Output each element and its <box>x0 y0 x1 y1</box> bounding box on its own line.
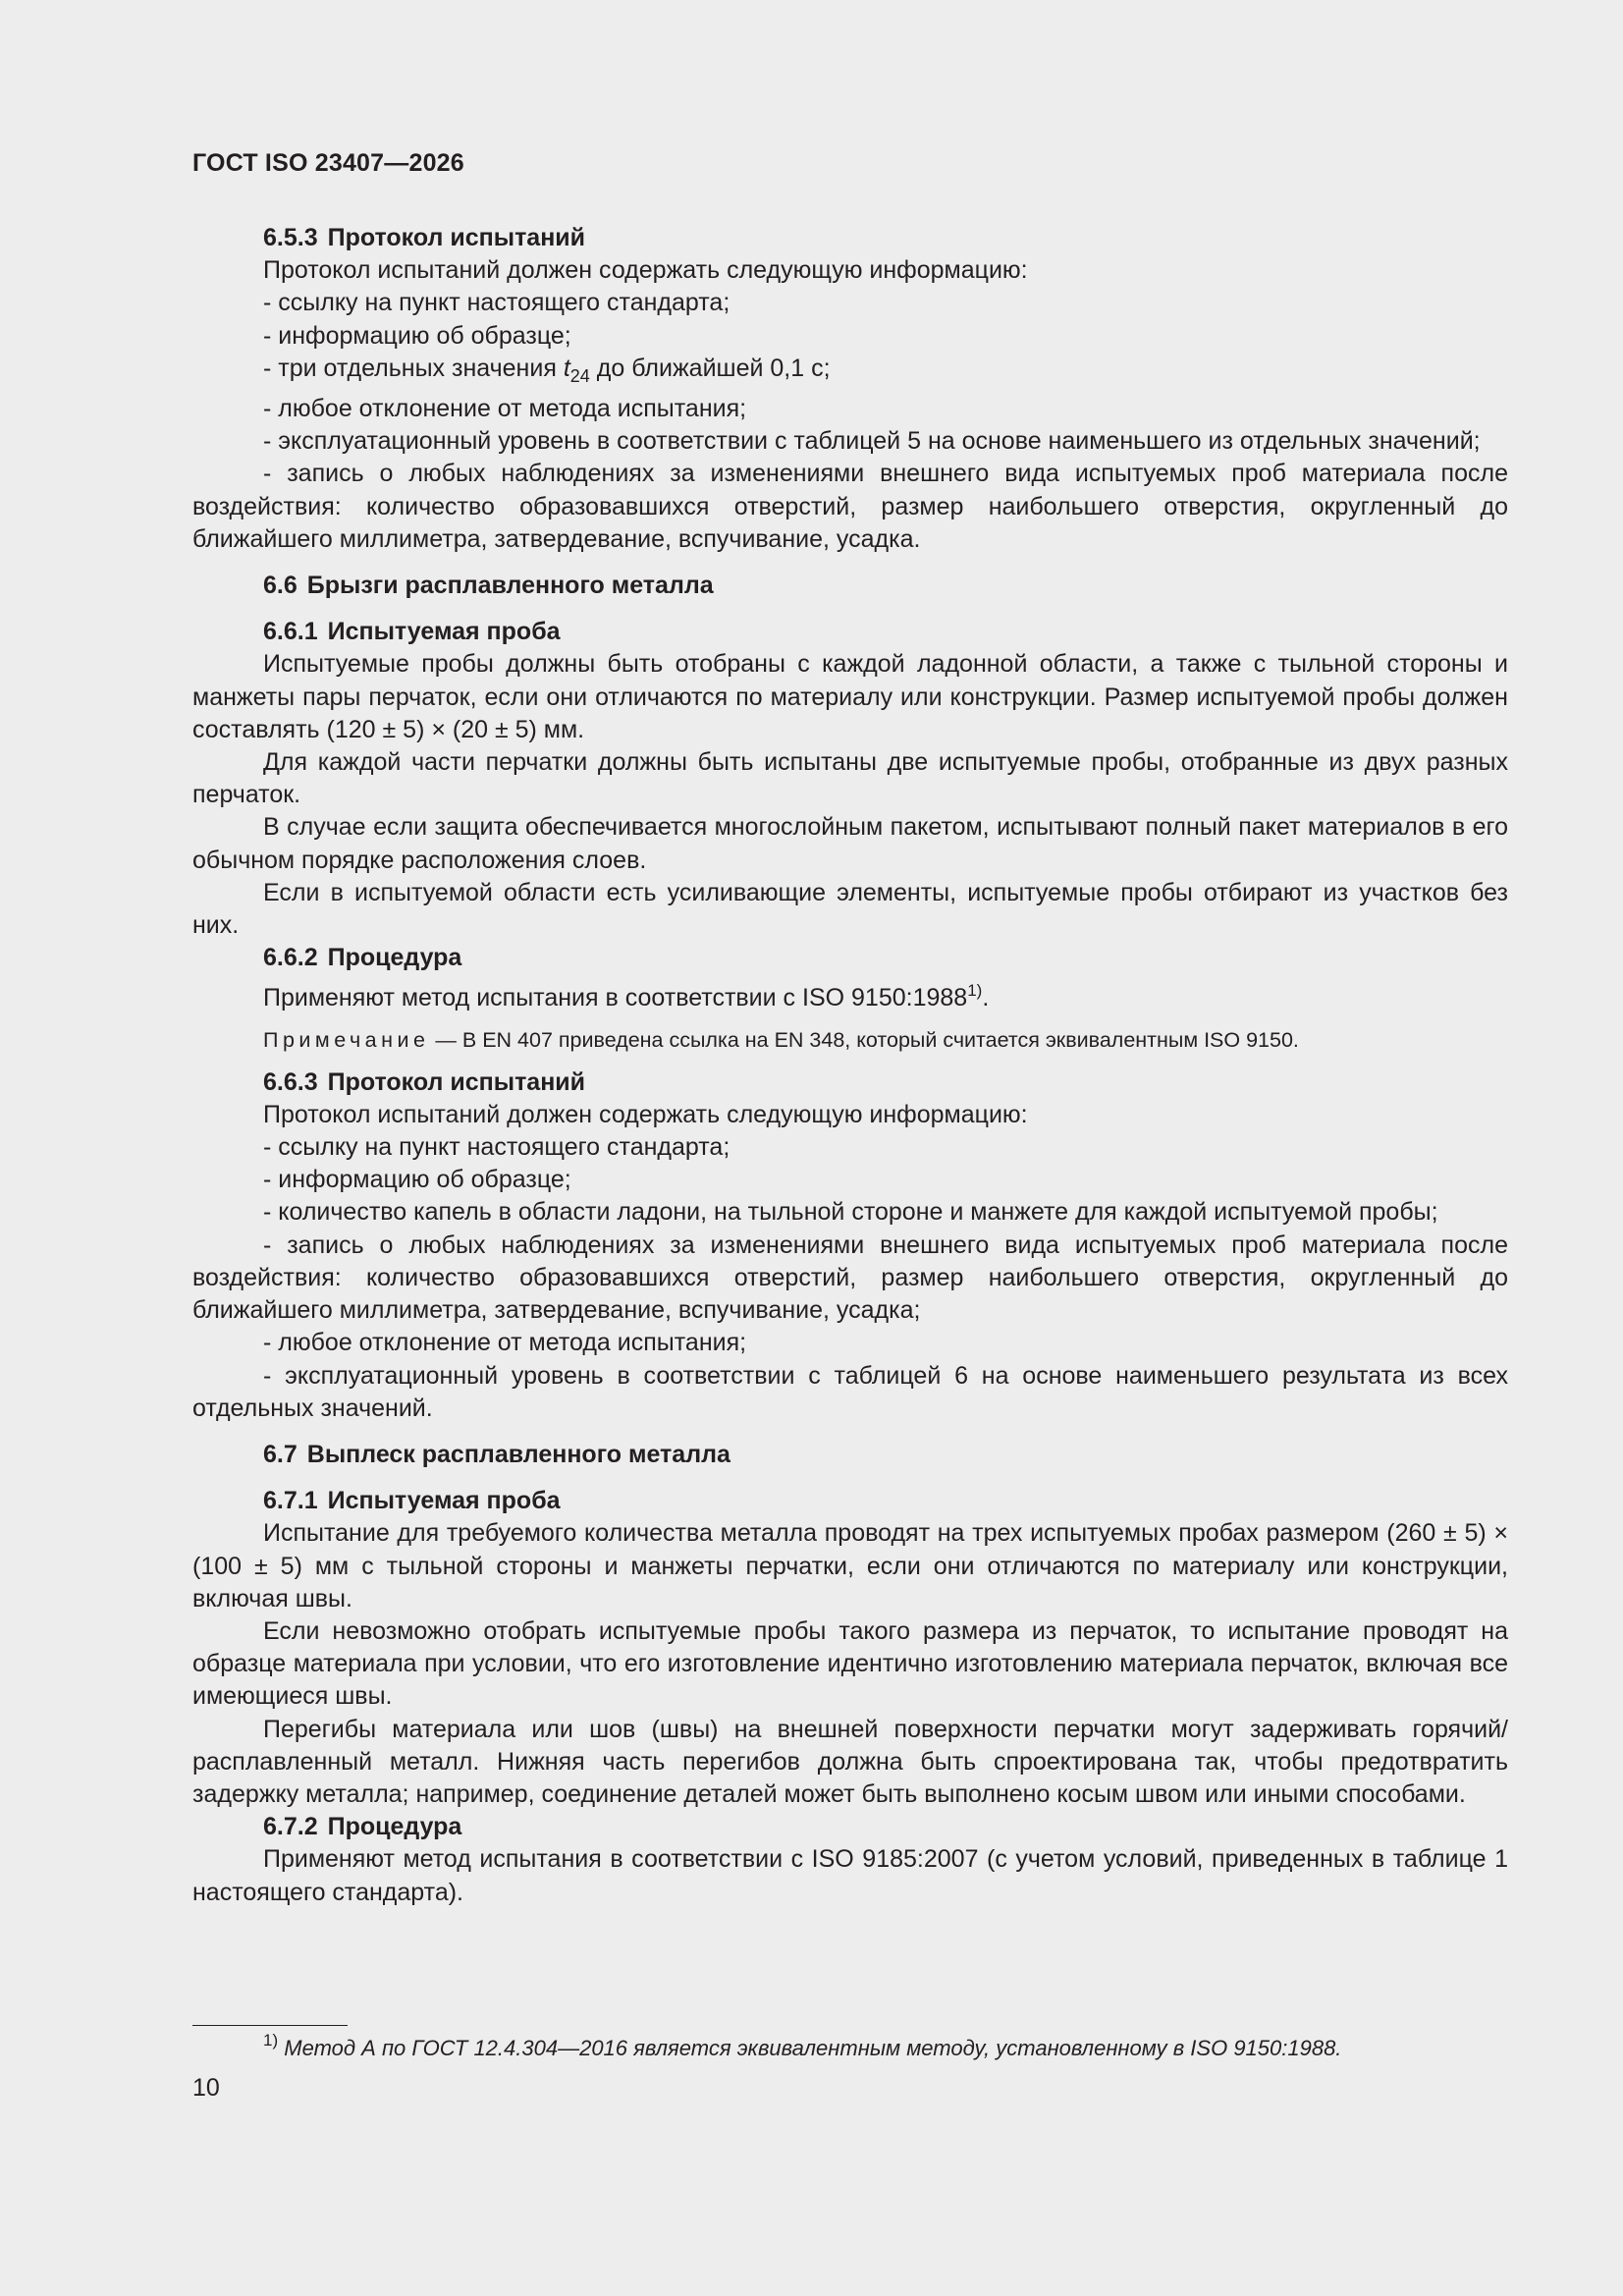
paragraph: Испытание для требуемого количества металла проводят на трех испытуемых пробах размером (260 ± 5) × (100 ± 5) мм с тыльной стороны и манжеты перчатки, если они отличаются по материалу или конструкции, включая швы. <box>192 1519 1508 1613</box>
section-title: Протокол испытаний <box>327 224 586 251</box>
paragraph: Испытуемые пробы должны быть отобраны с каждой ладонной области, а также с тыльной стороны и манжеты пары перчаток, если они отличаются по материалу или конструкции. Размер испытуемой пробы должен составлять (120 ± 5) × (20 ± 5) мм. <box>192 650 1508 743</box>
page-number: 10 <box>192 2074 220 2102</box>
section-number: 6.7.1 <box>263 1487 318 1515</box>
section-title: Процедура <box>327 1813 462 1841</box>
paragraph: Применяют метод испытания в соответствии с ISO 9185:2007 (с учетом условий, приведенных в таблице 1 настоящего стандарта). <box>192 1845 1508 1906</box>
footnote-divider <box>192 2025 348 2026</box>
t-subscript: 24 <box>569 365 590 386</box>
list-item-tail: до ближайшей 0,1 с; <box>589 354 831 382</box>
section-number: 6.6.1 <box>263 618 318 646</box>
footnote <box>263 2031 1341 2061</box>
section-title: Протокол испытаний <box>327 1067 586 1096</box>
paragraph: В случае если защита обеспечивается многослойным пакетом, испытывают полный пакет материалов в его обычном порядке расположения слоев. <box>192 813 1508 874</box>
list-item: - эксплуатационный уровень в соответствии с таблицей 5 на основе наименьшего из отдельных значений; <box>263 427 1481 456</box>
section-6-6-heading <box>192 570 1508 602</box>
list-item: - запись о любых наблюдениях за изменениями внешнего вида испытуемых проб материала после воздействия: количество образовавшихся отверстий, размер наибольшего отверстия, округленный до ближайшего миллиметра, затвердевание, вспучивание, усадка. <box>192 460 1508 553</box>
section-number: 6.6 <box>263 572 298 600</box>
footnote-reference: 1) <box>967 981 983 1001</box>
section-6-7-heading <box>192 1439 1508 1471</box>
list-item <box>192 353 1508 393</box>
section-number: 6.6.2 <box>263 944 318 972</box>
footnote-text: Метод А по ГОСТ 12.4.304—2016 является эквивалентным методу, установленному в ISO 9150:1988. <box>284 2036 1342 2060</box>
list-item: - запись о любых наблюдениях за изменениями внешнего вида испытуемых проб материала после воздействия: количество образовавшихся отверстий, размер наибольшего отверстия, округленный до ближайшего миллиметра, затвердевание, вспучивание, усадка; <box>192 1230 1508 1325</box>
paragraph: Для каждой части перчатки должны быть испытаны две испытуемые пробы, отобранные из двух разных перчаток. <box>192 748 1508 809</box>
section-number: 6.7 <box>263 1440 298 1468</box>
section-number: 6.7.2 <box>263 1813 318 1841</box>
section-title: Испытуемая проба <box>327 1487 561 1515</box>
list-item-text: - три отдельных значения <box>263 354 557 382</box>
list-item: - ссылку на пункт настоящего стандарта; <box>263 289 730 317</box>
standard-header: ГОСТ ISO 23407—2026 <box>192 149 464 177</box>
note-label: Примечание <box>263 1027 430 1052</box>
paragraph: Перегибы материала или шов (швы) на внешней поверхности перчатки могут задерживать горячий/расплавленный металл. Нижняя часть перегибов должна быть спроектирована так, чтобы предотвратить задержку металла; например, соединение деталей может быть выполнено косым швом или иными способами. <box>192 1715 1508 1808</box>
paragraph-text: Применяют метод испытания в соответствии с ISO 9150:1988 <box>263 984 968 1012</box>
paragraph: Протокол испытаний должен содержать следующую информацию: <box>263 256 1028 285</box>
section-title: Испытуемая проба <box>327 618 561 646</box>
section-number: 6.5.3 <box>263 224 318 251</box>
list-item: - любое отклонение от метода испытания; <box>263 395 747 423</box>
section-6-6-2-heading <box>192 942 1508 974</box>
paragraph: Если невозможно отобрать испытуемые пробы такого размера из перчаток, то испытание проводят на образце материала при условии, что его изготовление идентично изготовлению материала перчаток, включая все имеющиеся швы. <box>192 1616 1508 1711</box>
section-title: Процедура <box>327 944 462 972</box>
section-6-7-2-heading <box>192 1811 1508 1843</box>
section-6-7-1-heading <box>192 1485 1508 1517</box>
section-6-6-1-heading <box>192 616 1508 648</box>
footnote-mark: 1) <box>263 2031 279 2050</box>
list-item: - информацию об образце; <box>263 1166 571 1194</box>
list-item: - любое отклонение от метода испытания; <box>263 1329 747 1357</box>
t-symbol: t <box>563 354 570 382</box>
note-text: — В EN 407 приведена ссылка на EN 348, который считается эквивалентным ISO 9150. <box>429 1027 1299 1052</box>
section-6-6-3-heading <box>192 1066 1508 1099</box>
list-item: - количество капель в области ладони, на тыльной стороне и манжете для каждой испытуемой пробы; <box>263 1198 1438 1227</box>
section-number: 6.6.3 <box>263 1067 318 1096</box>
section-title: Брызги расплавленного металла <box>306 572 714 600</box>
list-item: - эксплуатационный уровень в соответствии с таблицей 6 на основе наименьшего результата из всех отдельных значений. <box>192 1361 1508 1422</box>
paragraph: Протокол испытаний должен содержать следующую информацию: <box>263 1100 1028 1128</box>
section-title: Выплеск расплавленного металла <box>306 1440 730 1468</box>
note <box>192 1025 1508 1055</box>
list-item: - информацию об образце; <box>263 321 571 350</box>
paragraph <box>192 974 1508 1014</box>
paragraph: Если в испытуемой области есть усиливающие элементы, испытуемые пробы отбирают из участков без них. <box>192 878 1508 940</box>
list-item: - ссылку на пункт настоящего стандарта; <box>263 1133 730 1162</box>
section-6-5-3-heading <box>192 222 1508 254</box>
page-content <box>192 222 1508 1909</box>
paragraph-tail: . <box>982 984 990 1012</box>
